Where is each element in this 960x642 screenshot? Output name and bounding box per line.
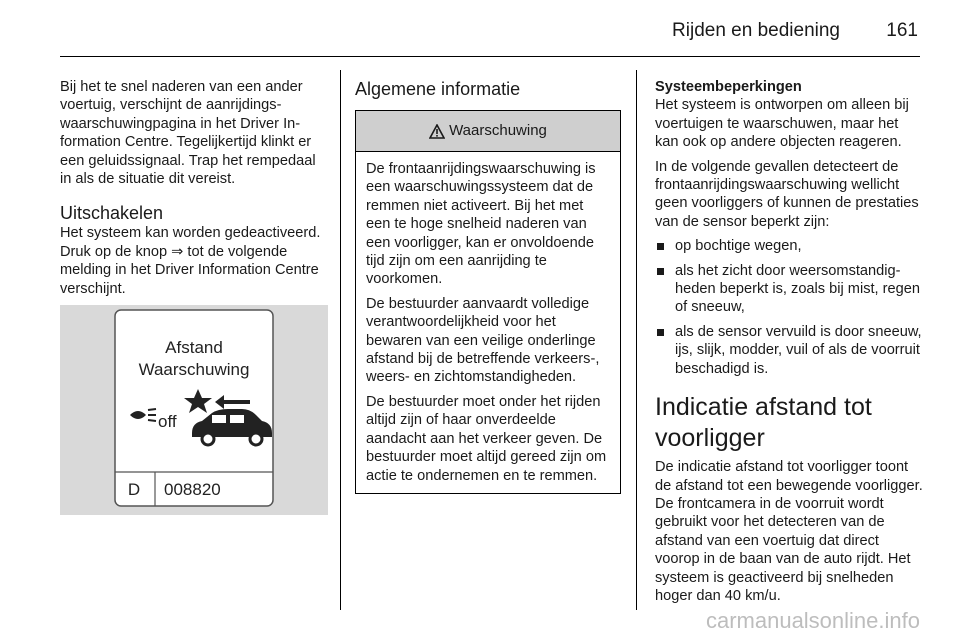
uitschakelen-paragraph: Het systeem kan worden gedeactiveerd. Druk op de knop ⇒ tot de volgende melding in het Driver Information Centre verschijnt. xyxy=(60,225,321,297)
list-item: op bochtige wegen, xyxy=(655,237,923,255)
warning-paragraph: De frontaanrijdingswaarschuwing is een waarschuwingssysteem dat de remmen niet activeert. Bij het met een te hoge snelheid naderen van een voorligger, kan er onvoldoende tijd zijn om een aanrijding te voorkomen. xyxy=(366,161,596,288)
watermark: carmanualsonline.info xyxy=(705,608,920,633)
list-item: als de sensor vervuild is door sneeuw, ijs, slijk, modder, vuil of als de voorruit beschadigd is. xyxy=(655,323,923,378)
display-title-line2: Waarschuwing xyxy=(138,360,250,379)
column-right xyxy=(655,78,923,611)
column-divider xyxy=(340,70,341,610)
bullet-icon xyxy=(657,329,664,336)
limitations-paragraph: In de volgende gevallen detecteert de frontaanrijdingswaarschuwing wellicht geen voorliggers of kunnen de prestaties van de sensor beperkt zijn: xyxy=(655,158,919,230)
section-heading-uitschakelen: Uitschakelen xyxy=(60,203,164,224)
warning-body xyxy=(356,152,620,493)
driver-information-display xyxy=(60,305,328,515)
page-header xyxy=(60,0,920,57)
warning-paragraph: De bestuurder moet onder het rijden altijd zijn of haar onverdeelde aandacht aan het verkeer geven. De bestuurder moet altijd gereed zijn om actie te ondernemen en te remmen. xyxy=(366,393,607,484)
display-off-label: off xyxy=(158,412,177,431)
page-title: Rijden en bediening xyxy=(672,20,840,41)
display-gear: D xyxy=(127,480,141,499)
limitations-paragraph: Het systeem is ontworpen om alleen bij voertuigen te waarschuwen, maar het kan ook op andere objecten reageren. xyxy=(655,97,909,151)
column-divider xyxy=(636,70,637,610)
bullet-icon xyxy=(657,268,664,275)
page-number: 161 xyxy=(886,20,918,41)
warning-title: Waarschuwing xyxy=(449,121,547,139)
warning-triangle-icon xyxy=(429,124,445,139)
display-odometer: 008820 xyxy=(164,480,221,499)
column-left xyxy=(60,78,328,304)
display-title-line1: Afstand xyxy=(165,338,223,357)
warning-box xyxy=(355,110,621,494)
section-heading-algemene-informatie: Algemene informatie xyxy=(355,79,521,99)
sub-heading-systeembeperkingen: Systeembeperkingen xyxy=(655,79,802,95)
warning-box-header xyxy=(356,111,620,152)
intro-paragraph: Bij het te snel naderen van een ander voertuig, verschijnt de aanrijdingswaarschuwingpagina in het Driver Information Centre. Tegelijkertijd klinkt er een geluidssignaal. Trap het rempedaal in als de situatie dit vereist. xyxy=(60,79,316,188)
section-heading-indicatie-afstand: Indicatie afstand tot voorligger xyxy=(655,393,872,453)
list-item: als het zicht door weersomstandigheden beperkt is, zoals bij mist, regen of sneeuw, xyxy=(655,262,923,317)
bullet-icon xyxy=(657,243,664,250)
warning-paragraph: De bestuurder aanvaardt volledige verantwoordelijkheid voor het bewaren van een veilige onderlinge afstand bij de betreffende verkeers-, weers- en zichtomstandigheden. xyxy=(366,295,600,386)
column-middle xyxy=(355,78,621,494)
indicatie-paragraph: De indicatie afstand tot voorligger toont de afstand tot een bewegende voorligger. De frontcamera in de voorruit wordt gebruikt voor het detecteren van de afstand van een voertuig dat direct voorop in de baan van de auto rijdt. Het systeem is geactiveerd bij snelheden hoger dan 40 km/u. xyxy=(655,459,923,604)
